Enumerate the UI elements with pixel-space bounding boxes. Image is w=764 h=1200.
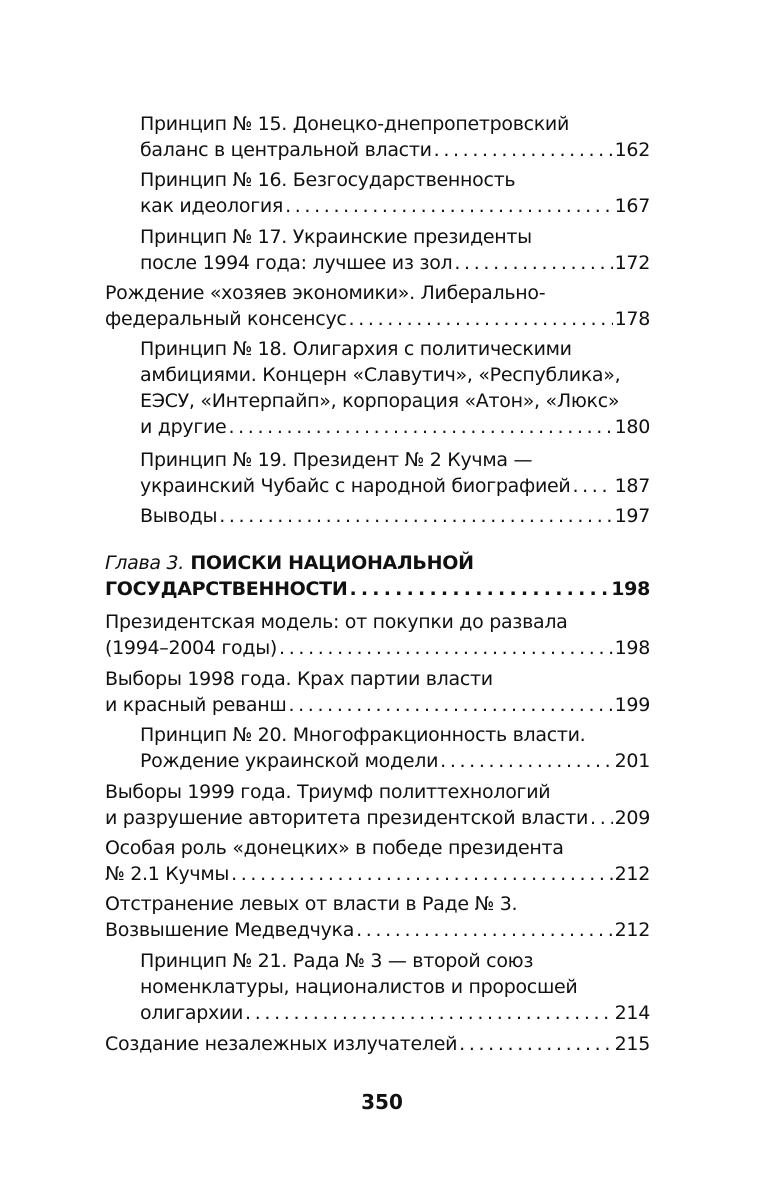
toc-entry-line: Принцип № 18. Олигархия с политическими: [140, 338, 572, 360]
dot-leader: [459, 1031, 612, 1057]
toc-entry-title: Возвышение Медведчука: [105, 919, 355, 941]
toc-entry-line: Отстранение левых от власти в Раде № 3.: [105, 893, 518, 915]
toc-entry-last-line: [105, 306, 650, 332]
toc-entry-last-line: [140, 473, 650, 499]
toc-entry: [105, 609, 650, 661]
toc-page-number: 197: [614, 505, 650, 527]
toc-entry-last-line: [140, 250, 650, 276]
toc-entry-title: № 2.1 Кучмы: [105, 863, 230, 885]
dot-leader: [231, 861, 613, 887]
toc-entry: [140, 948, 650, 1026]
toc-entry-last-line: [105, 805, 650, 831]
toc-entry: [105, 891, 650, 943]
toc-entry-line: Президентская модель: от покупки до развала: [105, 611, 568, 633]
toc-page-number: 198: [614, 637, 650, 659]
toc-entry-last-line: [140, 748, 650, 774]
toc-entry-title: Создание незалежных излучателей: [105, 1033, 458, 1055]
toc-entry-line: Выборы 1999 года. Триумф политтехнологий: [105, 781, 551, 803]
toc-entry-line: ЕЭСУ, «Интерпайп», корпорация «Атон», «Люкс»: [140, 390, 620, 412]
toc-entry-line: Принцип № 16. Безгосударственность: [140, 169, 516, 191]
toc-entry-last-line: [105, 692, 650, 718]
toc-page-number: 209: [614, 807, 650, 829]
toc-entry-last-line: [105, 861, 650, 887]
toc-entry-last-line: [105, 917, 650, 943]
toc-entry-title: ГОСУДАРСТВЕННОСТИ: [105, 578, 348, 600]
toc-entry: [105, 835, 650, 887]
toc-page-number: 172: [614, 252, 650, 274]
dot-leader: [285, 193, 613, 219]
toc-entry: [105, 280, 650, 332]
dot-leader: [228, 414, 612, 440]
toc-entry-last-line: [105, 576, 650, 602]
toc-entry-title: после 1994 года: лучшее из зол: [140, 252, 453, 274]
toc-entry-line: Принцип № 21. Рада № 3 — второй союз: [140, 950, 534, 972]
dot-leader: [279, 635, 613, 661]
toc-entry-line: Особая роль «донецких» в победе президента: [105, 837, 564, 859]
toc-entry-last-line: [140, 193, 650, 219]
toc-entry-title: и разрушение авторитета президентской власти: [105, 807, 589, 829]
toc-entry-last-line: [140, 414, 650, 440]
toc-entry-title: федеральный консенсус: [105, 308, 347, 330]
toc-entry-title: Выводы: [140, 505, 218, 527]
toc-entry-line: [105, 550, 650, 576]
toc-entry-last-line: [140, 503, 650, 529]
toc-entry-line: Принцип № 19. Президент № 2 Кучма —: [140, 449, 533, 471]
toc-entry-last-line: [105, 1031, 650, 1057]
toc-entry-title: баланс в центральной власти: [140, 139, 432, 161]
toc-entry: [140, 336, 650, 440]
toc-entry: [140, 111, 650, 163]
toc-page-number: 212: [614, 863, 650, 885]
dot-leader: [590, 805, 613, 831]
toc-entry: [105, 779, 650, 831]
toc-page-number: 214: [614, 1002, 650, 1024]
toc-page-number: 167: [614, 195, 650, 217]
toc-page-number: 178: [614, 308, 650, 330]
toc-entry-line: Принцип № 15. Донецко-днепропетровский: [140, 113, 570, 135]
toc-entry-title: олигархии: [140, 1002, 244, 1024]
toc-entry-line: Принцип № 20. Многофракционность власти.: [140, 724, 586, 746]
toc-page-number: 198: [611, 578, 650, 600]
toc-entry-line: Выборы 1998 года. Крах партии власти: [105, 668, 493, 690]
dot-leader: [454, 250, 612, 276]
toc-entry-title: украинский Чубайс с народной биографией: [140, 475, 571, 497]
toc-entry-title: как идеология: [140, 195, 284, 217]
toc-entry-line: амбициями. Концерн «Славутич», «Республика»,: [140, 364, 621, 386]
dot-leader: [440, 748, 612, 774]
toc-entry: [105, 1031, 650, 1057]
toc-entry-title: Рождение украинской модели: [140, 750, 439, 772]
toc-entry-title: и красный реванш: [105, 694, 287, 716]
toc-page-number: 199: [614, 694, 650, 716]
dot-leader: [349, 306, 613, 332]
toc-entry: [140, 722, 650, 774]
toc-entry-last-line: [105, 635, 650, 661]
toc-chapter: [105, 550, 650, 602]
chapter-title: ПОИСКИ НАЦИОНАЛЬНОЙ: [190, 552, 474, 574]
toc-entry-last-line: [140, 137, 650, 163]
toc-page-number: 212: [614, 919, 650, 941]
dot-leader: [288, 692, 612, 718]
page-number: 350: [361, 1090, 403, 1114]
toc-entry-line: Рождение «хозяев экономики». Либерально-: [105, 282, 546, 304]
toc-page-number: 215: [614, 1033, 650, 1055]
toc-page-number: 187: [614, 475, 650, 497]
dot-leader: [356, 917, 613, 943]
toc-entry: [140, 224, 650, 276]
toc-entry-line: Принцип № 17. Украинские президенты: [140, 226, 532, 248]
dot-leader: [349, 576, 609, 602]
toc-page-number: 201: [614, 750, 650, 772]
dot-leader: [219, 503, 612, 529]
toc-entry: [140, 167, 650, 219]
dot-leader: [245, 1000, 613, 1026]
toc-page-number: 162: [614, 139, 650, 161]
toc-entry-title: (1994–2004 годы): [105, 637, 278, 659]
toc-page-number: 180: [614, 416, 650, 438]
toc-entry: [140, 447, 650, 499]
toc-entry: [140, 503, 650, 529]
chapter-label: Глава 3.: [105, 552, 184, 574]
toc-entry-title: и другие: [140, 416, 227, 438]
toc-entry-last-line: [140, 1000, 650, 1026]
toc-entry-line: номенклатуры, националистов и проросшей: [140, 976, 578, 998]
dot-leader: [434, 137, 613, 163]
dot-leader: [572, 473, 612, 499]
toc-entry: [105, 666, 650, 718]
